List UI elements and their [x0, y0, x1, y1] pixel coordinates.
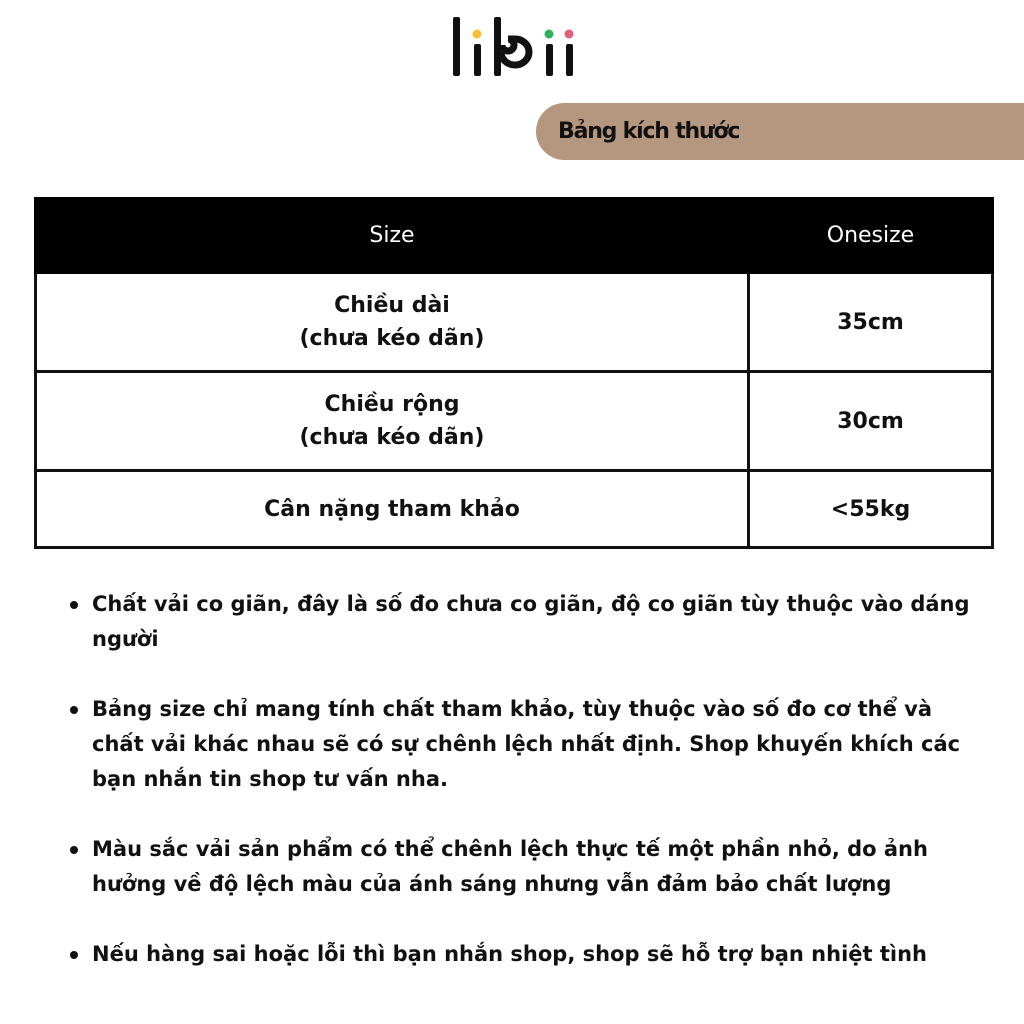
logo-stroke-i3	[566, 44, 573, 76]
libii-logo-mark	[448, 14, 578, 80]
row-value-width: 30cm	[749, 372, 993, 471]
row-label-width-main: Chiều rộng	[324, 392, 460, 417]
notes-list	[70, 587, 980, 1007]
logo-stroke-i2	[546, 44, 553, 76]
table-row-length	[36, 273, 993, 372]
size-chart-title: Bảng kích thước	[558, 119, 740, 144]
table-row-width	[36, 372, 993, 471]
row-value-weight: <55kg	[749, 471, 993, 548]
size-chart-tag	[536, 103, 1024, 160]
note-item: Bảng size chỉ mang tính chất tham khảo, tùy thuộc vào số đo cơ thể và chất vải khác nhau sẽ có sự chênh lệch nhất định. Shop khuyến khích các bạn nhắn tin shop tư vấn nha.	[70, 692, 980, 797]
note-item: Chất vải co giãn, đây là số đo chưa co giãn, độ co giãn tùy thuộc vào dáng người	[70, 587, 980, 657]
logo-dot-pink	[565, 30, 574, 39]
logo-stroke-l	[453, 17, 460, 76]
note-item: Màu sắc vải sản phẩm có thể chênh lệch thực tế một phần nhỏ, do ảnh hưởng về độ lệch màu của ánh sáng nhưng vẫn đảm bảo chất lượng	[70, 832, 980, 902]
size-table	[34, 197, 994, 549]
row-label-length-main: Chiều dài	[334, 293, 450, 318]
logo-stroke-b-bowl	[501, 39, 529, 65]
row-label-width-note: (chưa kéo dãn)	[299, 425, 485, 450]
row-label-length	[36, 273, 749, 372]
logo-dot-yellow	[473, 30, 482, 39]
row-label-length-note: (chưa kéo dãn)	[299, 326, 485, 351]
table-row-weight	[36, 471, 993, 548]
size-table-header	[36, 199, 993, 273]
brand-logo	[448, 14, 578, 80]
logo-dot-green	[545, 30, 554, 39]
row-value-length: 35cm	[749, 273, 993, 372]
header-size: Size	[36, 199, 749, 273]
note-item: Nếu hàng sai hoặc lỗi thì bạn nhắn shop, shop sẽ hỗ trợ bạn nhiệt tình	[70, 937, 980, 972]
row-label-width	[36, 372, 749, 471]
header-onesize: Onesize	[749, 199, 993, 273]
row-label-weight: Cân nặng tham khảo	[36, 471, 749, 548]
logo-stroke-i1	[474, 44, 481, 76]
